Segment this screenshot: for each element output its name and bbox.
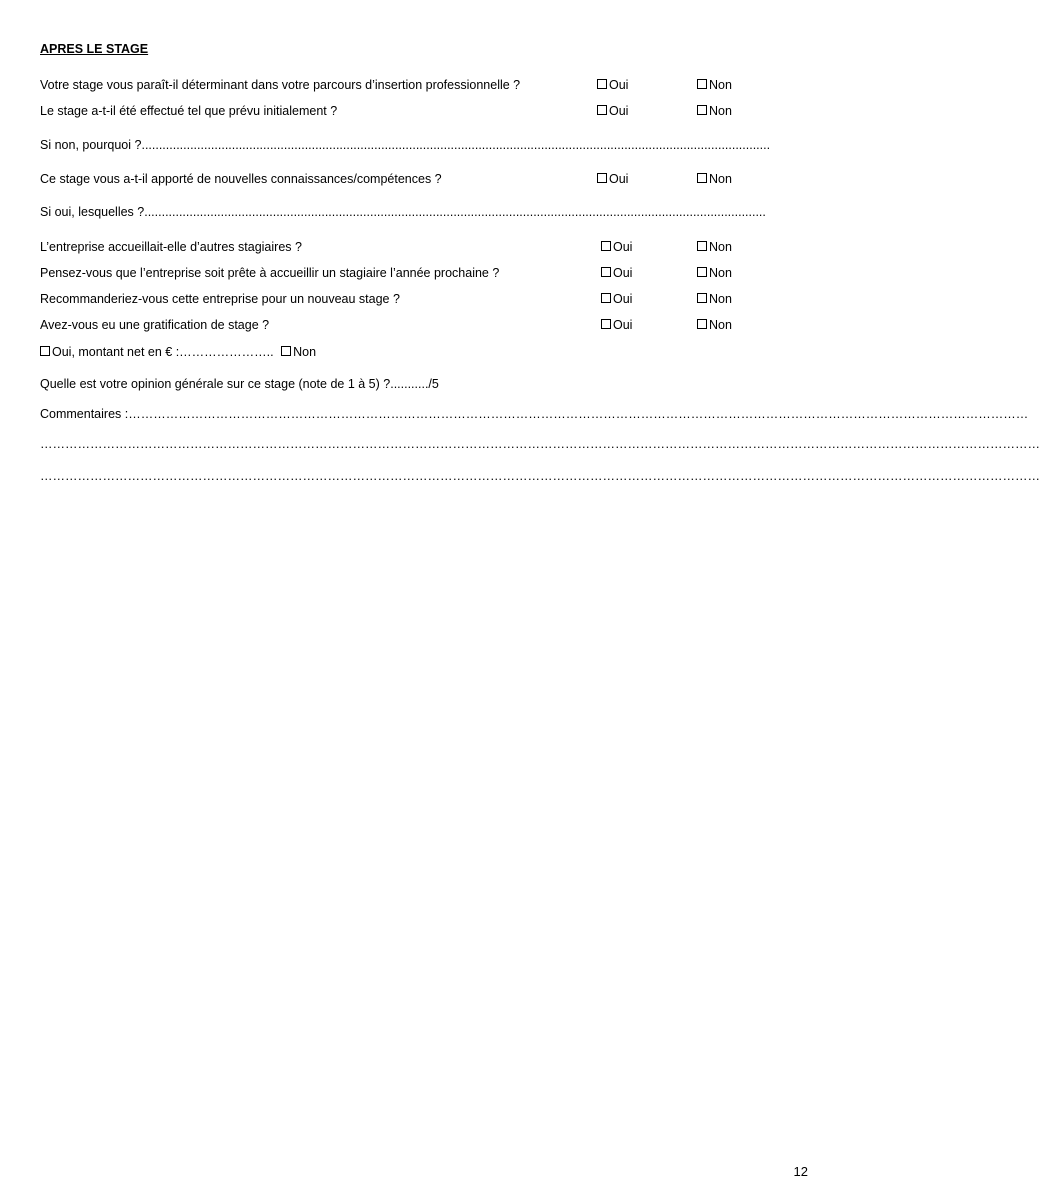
q7-non-checkbox[interactable]: [697, 318, 732, 332]
option-label: Non: [709, 104, 732, 118]
checkbox-icon[interactable]: [697, 241, 707, 251]
option-label: Non: [709, 78, 732, 92]
q5-oui-checkbox[interactable]: [601, 266, 632, 280]
option-label: Oui: [609, 78, 629, 92]
checkbox-icon[interactable]: [597, 173, 607, 183]
checkbox-icon[interactable]: [597, 79, 607, 89]
checkbox-icon[interactable]: [601, 267, 611, 277]
section-title: APRES LE STAGE: [40, 42, 149, 56]
q6-non-checkbox[interactable]: [697, 292, 732, 306]
checkbox-icon[interactable]: [697, 267, 707, 277]
option-label: Non: [709, 292, 732, 306]
gratification-non-checkbox[interactable]: [281, 345, 316, 359]
option-label: Non: [293, 345, 317, 359]
question-text: Pensez-vous que l’entreprise soit prête à accueillir un stagiaire l’année prochaine ?: [40, 266, 500, 280]
question-text: Recommanderiez-vous cette entreprise pour un nouveau stage ?: [40, 292, 400, 306]
q7-oui-checkbox[interactable]: [601, 318, 632, 332]
commentaires-field[interactable]: Commentaires :………………………………………………………………………………………………………………………………………………………………………………………………: [40, 407, 1029, 421]
comment-line[interactable]: ……………………………………………………………………………………………………………………………………………………………………………………………………………………: [40, 469, 1040, 483]
option-label: Non: [709, 240, 732, 254]
option-label: Non: [709, 266, 732, 280]
gratification-oui-checkbox[interactable]: [40, 345, 179, 359]
page-number: 12: [793, 1164, 808, 1179]
si-non-pourquoi-field[interactable]: Si non, pourquoi ?.....................................................................................................................................................................................: [40, 138, 771, 152]
option-label: Non: [709, 172, 732, 186]
q3-non-checkbox[interactable]: [697, 172, 732, 186]
question-text: Ce stage vous a-t-il apporté de nouvelles connaissances/compétences ?: [40, 172, 442, 186]
q2-oui-checkbox[interactable]: [597, 104, 628, 118]
opinion-field[interactable]: Quelle est votre opinion générale sur ce stage (note de 1 à 5) ?.........../5: [40, 377, 439, 391]
q1-non-checkbox[interactable]: [697, 78, 732, 92]
checkbox-icon[interactable]: [601, 241, 611, 251]
option-label: Oui: [613, 318, 633, 332]
montant-field[interactable]: …………………..: [179, 345, 274, 359]
comment-line[interactable]: ……………………………………………………………………………………………………………………………………………………………………………………………………………………: [40, 437, 1040, 451]
q4-oui-checkbox[interactable]: [601, 240, 632, 254]
checkbox-icon[interactable]: [697, 319, 707, 329]
q2-non-checkbox[interactable]: [697, 104, 732, 118]
q4-non-checkbox[interactable]: [697, 240, 732, 254]
checkbox-icon[interactable]: [697, 293, 707, 303]
si-oui-lesquelles-field[interactable]: Si oui, lesquelles ?...................................................................................................................................................................................: [40, 205, 766, 219]
option-label: Oui: [609, 172, 629, 186]
question-text: Votre stage vous paraît-il déterminant dans votre parcours d’insertion professionnelle ?: [40, 78, 521, 92]
q1-oui-checkbox[interactable]: [597, 78, 628, 92]
option-label: Non: [709, 318, 732, 332]
q5-non-checkbox[interactable]: [697, 266, 732, 280]
option-label: Oui: [613, 266, 633, 280]
checkbox-icon[interactable]: [281, 346, 291, 356]
checkbox-icon[interactable]: [697, 105, 707, 115]
option-label: Oui: [613, 240, 633, 254]
checkbox-icon[interactable]: [697, 173, 707, 183]
checkbox-icon[interactable]: [40, 346, 50, 356]
option-label: Oui, montant net en € :: [52, 345, 180, 359]
checkbox-icon[interactable]: [597, 105, 607, 115]
option-label: Oui: [613, 292, 633, 306]
option-label: Oui: [609, 104, 629, 118]
question-text: Le stage a-t-il été effectué tel que prévu initialement ?: [40, 104, 338, 118]
checkbox-icon[interactable]: [601, 293, 611, 303]
question-text: L’entreprise accueillait-elle d’autres stagiaires ?: [40, 240, 302, 254]
question-text: Avez-vous eu une gratification de stage ?: [40, 318, 270, 332]
q3-oui-checkbox[interactable]: [597, 172, 628, 186]
checkbox-icon[interactable]: [697, 79, 707, 89]
checkbox-icon[interactable]: [601, 319, 611, 329]
gratification-row: [40, 345, 316, 359]
q6-oui-checkbox[interactable]: [601, 292, 632, 306]
